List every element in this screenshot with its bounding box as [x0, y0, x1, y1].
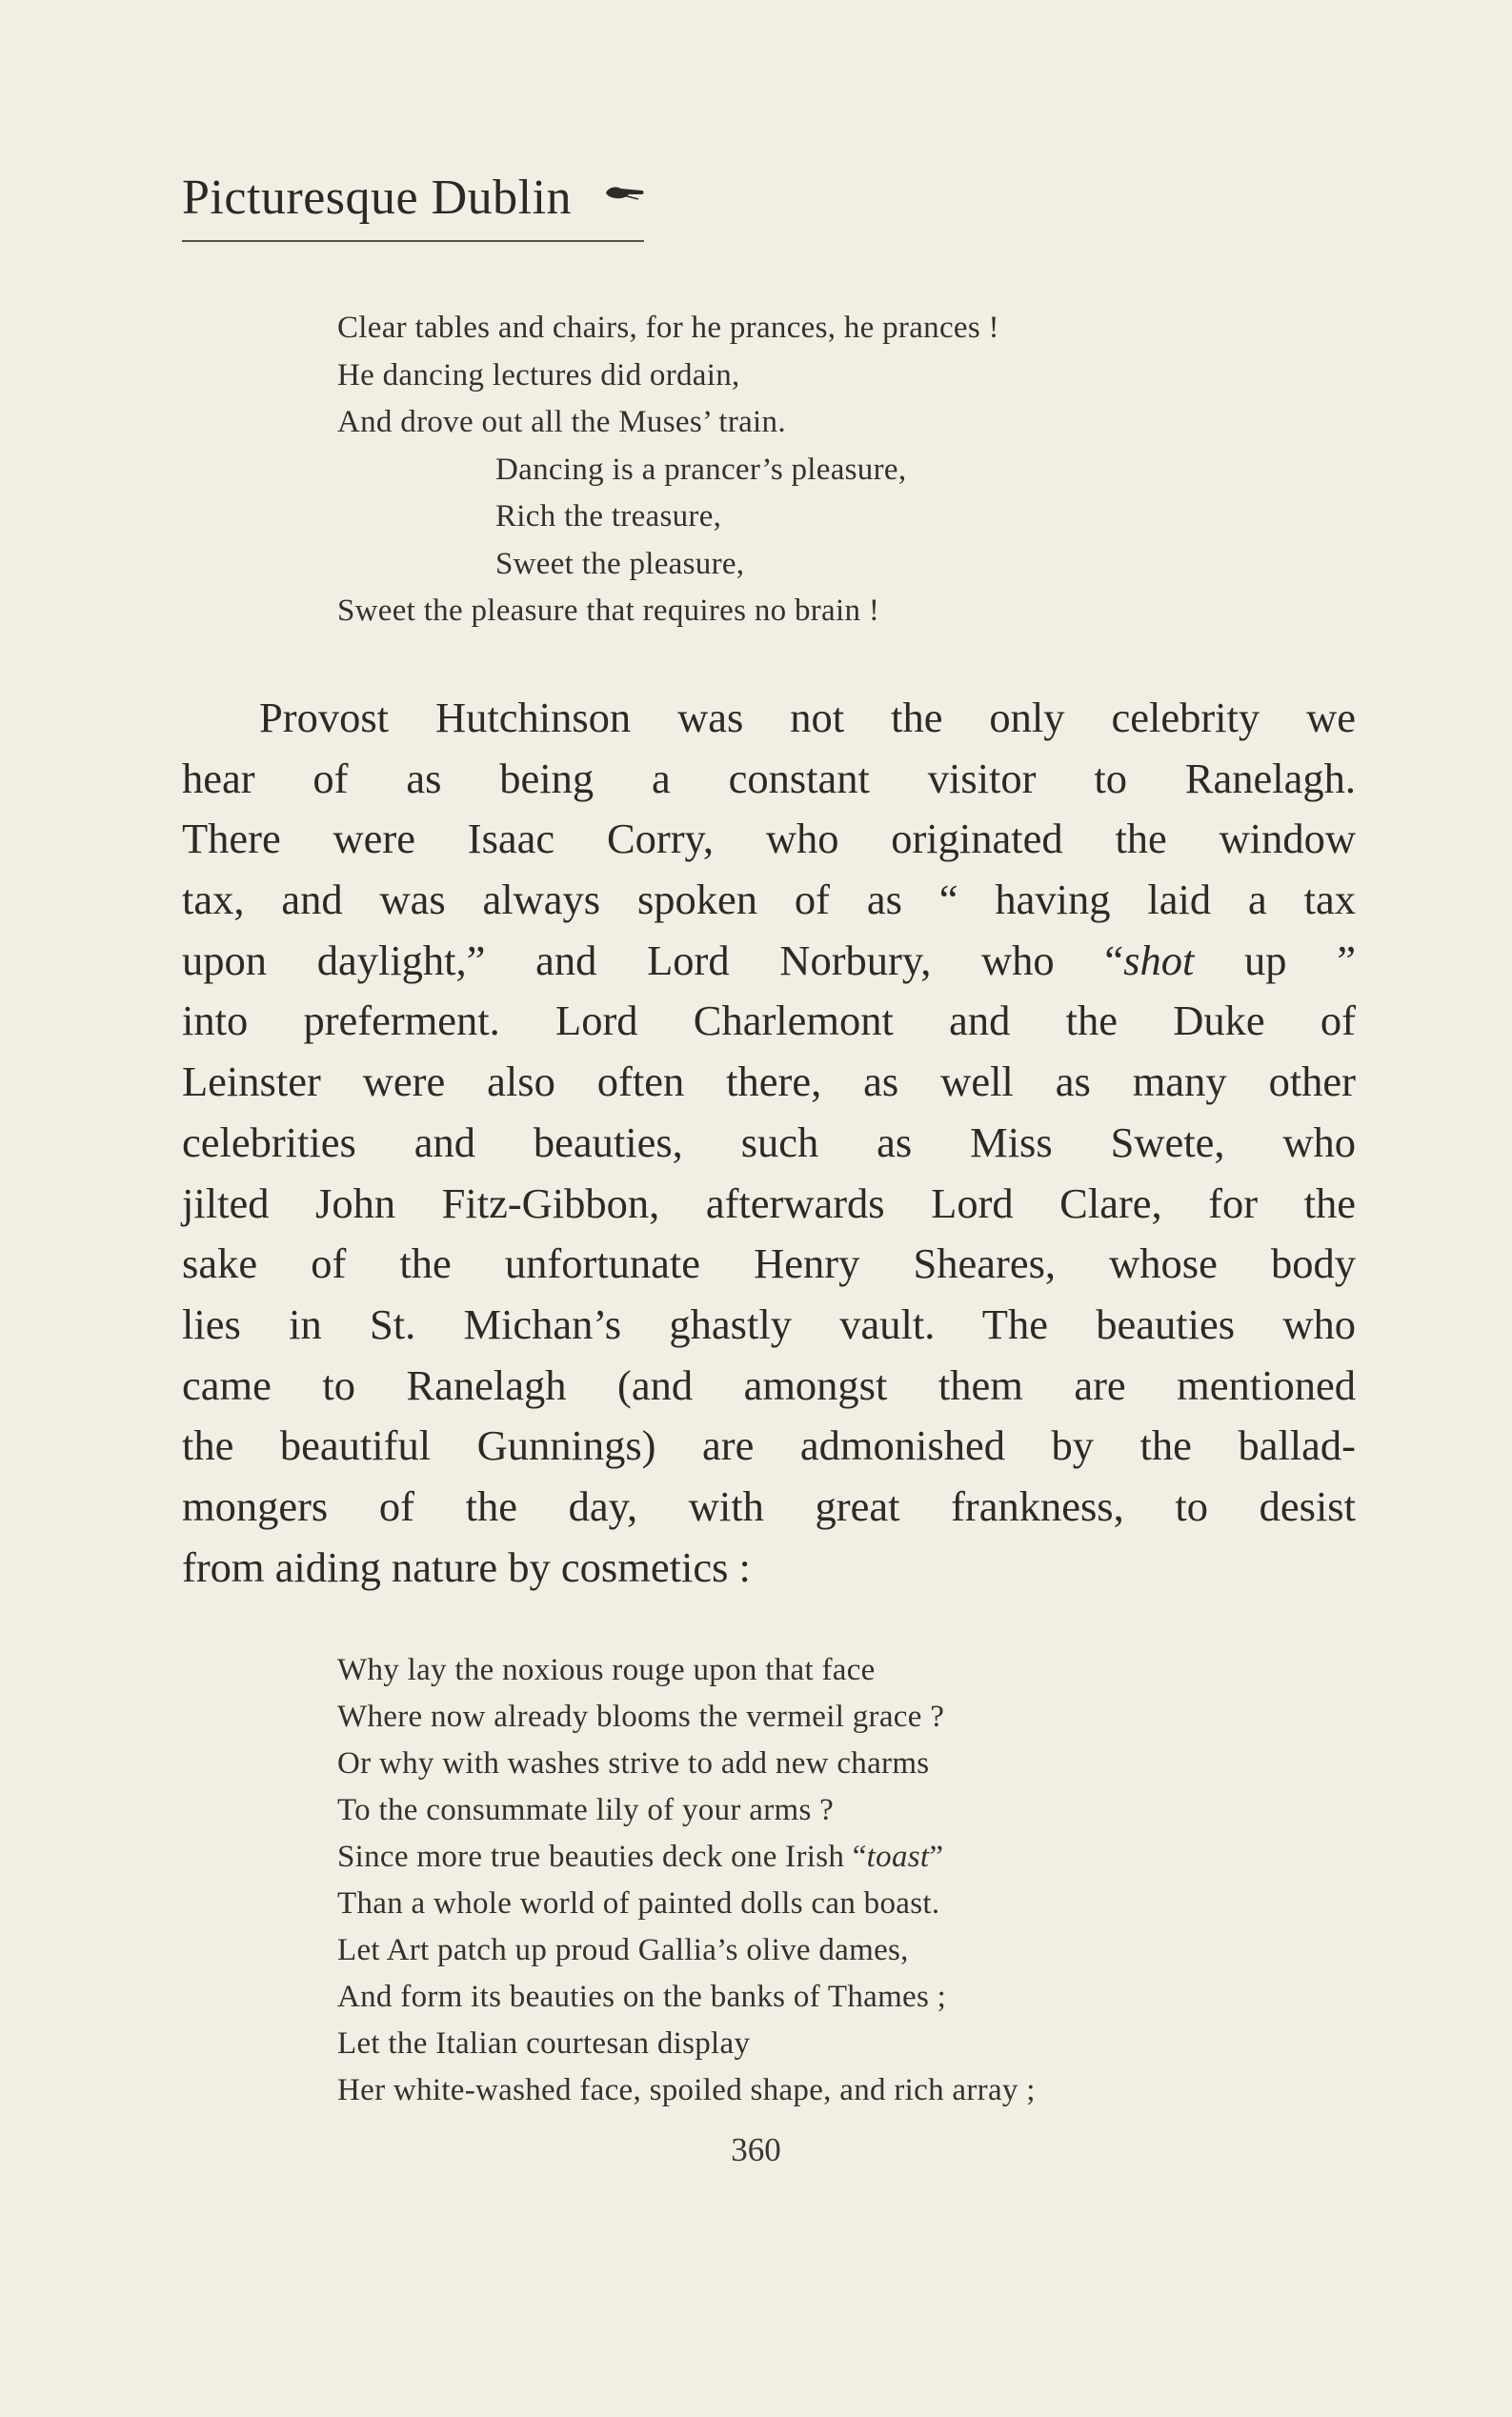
- verse-line: Her white-washed face, spoiled shape, and rich array ;: [337, 2073, 1036, 2107]
- pointing-hand-icon: [604, 183, 646, 207]
- verse-line: Why lay the noxious rouge upon that face: [337, 1653, 876, 1687]
- prose-line: jilted John Fitz-Gibbon, afterwards Lord Clare, for the: [182, 1178, 1356, 1227]
- prose-line: into preferment. Lord Charlemont and the Duke of: [182, 997, 1356, 1045]
- verse-line: Clear tables and chairs, for he prances, he prances !: [337, 311, 999, 345]
- page-number: 360: [731, 2131, 781, 2168]
- prose-line: came to Ranelagh (and amongst them are mentioned: [182, 1360, 1356, 1409]
- prose-line: hear of as being a constant visitor to Ranelagh.: [182, 754, 1356, 802]
- verse-text: Since more true beauties deck one Irish “: [337, 1840, 867, 1874]
- prose-line: There were Isaac Corry, who originated the window: [182, 815, 1356, 863]
- verse-line-indented: Dancing is a prancer’s pleasure,: [495, 452, 907, 487]
- verse-block-top: [337, 305, 999, 635]
- verse-line: Sweet the pleasure that requires no brain !: [337, 594, 880, 628]
- prose-line: Provost Hutchinson was not the only celebrity we: [259, 694, 1356, 741]
- prose-line: mongers of the day, with great frankness, to desist: [182, 1481, 1356, 1530]
- verse-line: And form its beauties on the banks of Thames ;: [337, 1980, 947, 2014]
- prose-line: Leinster were also often there, as well as many other: [182, 1057, 1356, 1106]
- verse-line: Let Art patch up proud Gallia’s olive dames,: [337, 1933, 909, 1967]
- header-rule: [182, 240, 644, 242]
- prose-text: upon daylight,” and Lord Norbury, who “: [182, 936, 1124, 984]
- verse-line: Let the Italian courtesan display: [337, 2026, 751, 2061]
- italic-word: shot: [1123, 936, 1195, 984]
- running-title: Picturesque Dublin: [182, 171, 573, 225]
- prose-line: [182, 931, 1356, 992]
- prose-text: up ”: [1194, 936, 1356, 984]
- running-head: [182, 170, 646, 226]
- prose-line: from aiding nature by cosmetics :: [182, 1542, 751, 1591]
- prose-line: lies in St. Michan’s ghastly vault. The beauties who: [182, 1299, 1356, 1348]
- verse-line-indented: Sweet the pleasure,: [495, 546, 745, 581]
- verse-line: Or why with washes strive to add new charms: [337, 1746, 930, 1781]
- verse-line: Where now already blooms the vermeil grace ?: [337, 1700, 945, 1734]
- prose-paragraph: [182, 688, 1356, 1598]
- verse-text: ”: [929, 1840, 944, 1874]
- verse-block-bottom: [337, 1647, 1036, 2114]
- verse-line-indented: Rich the treasure,: [495, 499, 722, 534]
- italic-word: toast: [866, 1840, 930, 1874]
- prose-line: celebrities and beauties, such as Miss Swete, who: [182, 1118, 1356, 1166]
- prose-line: sake of the unfortunate Henry Sheares, whose body: [182, 1239, 1356, 1288]
- verse-line: Than a whole world of painted dolls can boast.: [337, 1886, 940, 1921]
- verse-line: [337, 1834, 1036, 1881]
- prose-line: the beautiful Gunnings) are admonished by the ballad-: [182, 1421, 1356, 1470]
- verse-line: And drove out all the Muses’ train.: [337, 405, 786, 439]
- prose-line: tax, and was always spoken of as “ having laid a tax: [182, 876, 1356, 924]
- verse-line: To the consummate lily of your arms ?: [337, 1793, 835, 1827]
- verse-line: He dancing lectures did ordain,: [337, 357, 740, 393]
